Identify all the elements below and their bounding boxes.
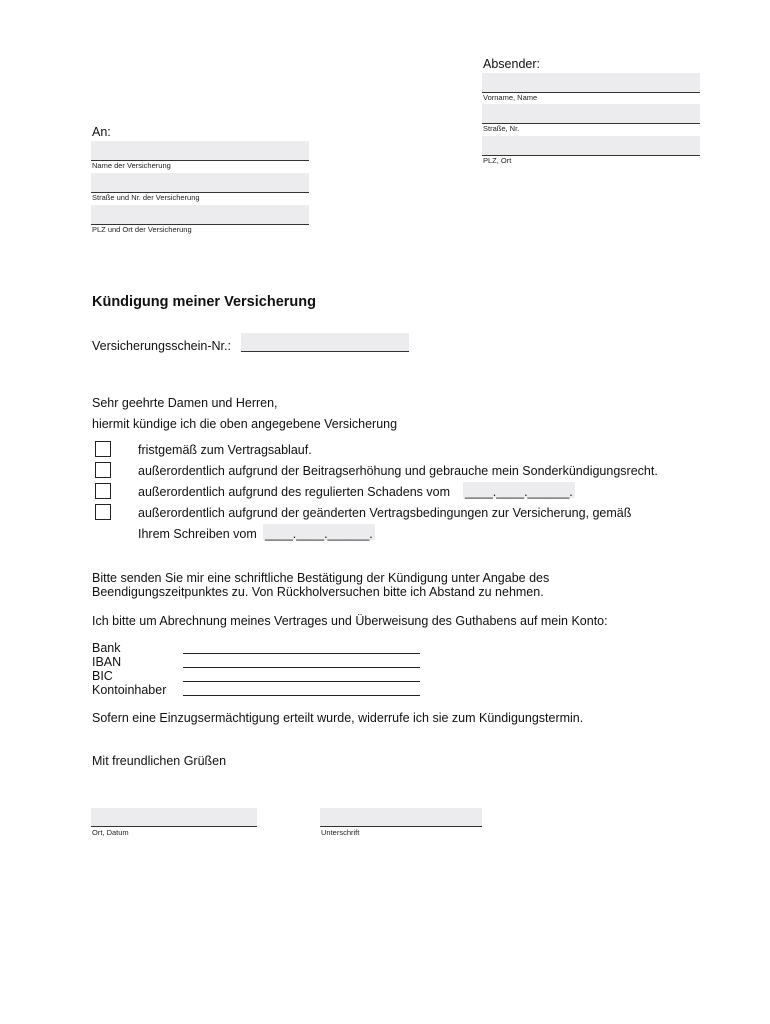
bank-label: Bank xyxy=(92,641,121,655)
settlement-text: Ich bitte um Abrechnung meines Vertrages und Überweisung des Guthabens auf mein Konto: xyxy=(92,614,608,628)
bic-label: BIC xyxy=(92,669,113,683)
option-checkbox-2[interactable] xyxy=(95,462,111,478)
sender-street-label: Straße, Nr. xyxy=(483,124,520,133)
option-label-2: außerordentlich aufgrund der Beitragserhöhung und gebrauche mein Sonderkündigungsrecht. xyxy=(138,464,658,478)
letter-title: Kündigung meiner Versicherung xyxy=(92,294,316,310)
sender-city-input[interactable] xyxy=(482,136,700,156)
sender-heading: Absender: xyxy=(483,57,540,71)
account-holder-input-line[interactable] xyxy=(183,695,420,696)
recipient-street-input[interactable] xyxy=(91,173,309,193)
policy-number-label: Versicherungsschein-Nr.: xyxy=(92,339,231,353)
salutation: Sehr geehrte Damen und Herren, xyxy=(92,396,278,410)
option-label-4: außerordentlich aufgrund der geänderten Vertragsbedingungen zur Versicherung, gemäß xyxy=(138,506,632,520)
damage-date-blank: ____.____.______. xyxy=(465,485,573,499)
recipient-heading: An: xyxy=(92,125,111,139)
option-checkbox-4[interactable] xyxy=(95,504,111,520)
option-checkbox-1[interactable] xyxy=(95,441,111,457)
closing-text: Mit freundlichen Grüßen xyxy=(92,754,227,768)
option-label-3: außerordentlich aufgrund des regulierten Schadens vom xyxy=(138,485,450,499)
policy-number-input[interactable] xyxy=(241,333,409,352)
place-date-label: Ort, Datum xyxy=(92,828,129,837)
iban-input-line[interactable] xyxy=(183,667,420,668)
revocation-text: Sofern eine Einzugsermächtigung erteilt wurde, widerrufe ich sie zum Kündigungstermin. xyxy=(92,711,584,725)
recipient-name-input[interactable] xyxy=(91,141,309,161)
recipient-city-label: PLZ und Ort der Versicherung xyxy=(92,225,192,234)
confirmation-text-2: Beendigungszeitpunktes zu. Von Rückholversuchen bitte ich Abstand zu nehmen. xyxy=(92,585,544,599)
sender-name-input[interactable] xyxy=(482,73,700,93)
option-label-4-cont: Ihrem Schreiben vom xyxy=(138,527,257,541)
signature-input[interactable] xyxy=(320,808,482,827)
sender-city-label: PLZ, Ort xyxy=(483,156,512,165)
letter-date-blank: ____.____.______. xyxy=(265,527,373,541)
option-checkbox-3[interactable] xyxy=(95,483,111,499)
intro-text: hiermit kündige ich die oben angegebene Versicherung xyxy=(92,417,398,431)
recipient-street-label: Straße und Nr. der Versicherung xyxy=(92,193,200,202)
recipient-city-input[interactable] xyxy=(91,205,309,225)
recipient-name-label: Name der Versicherung xyxy=(92,161,171,170)
account-holder-label: Kontoinhaber xyxy=(92,683,167,697)
option-label-1: fristgemäß zum Vertragsablauf. xyxy=(138,443,312,457)
bic-input-line[interactable] xyxy=(183,681,420,682)
sender-name-label: Vorname, Name xyxy=(483,93,538,102)
bank-input-line[interactable] xyxy=(183,653,420,654)
place-date-input[interactable] xyxy=(91,808,257,827)
iban-label: IBAN xyxy=(92,655,122,669)
sender-street-input[interactable] xyxy=(482,104,700,124)
confirmation-text-1: Bitte senden Sie mir eine schriftliche Bestätigung der Kündigung unter Angabe des xyxy=(92,571,550,585)
signature-label: Unterschrift xyxy=(321,828,360,837)
